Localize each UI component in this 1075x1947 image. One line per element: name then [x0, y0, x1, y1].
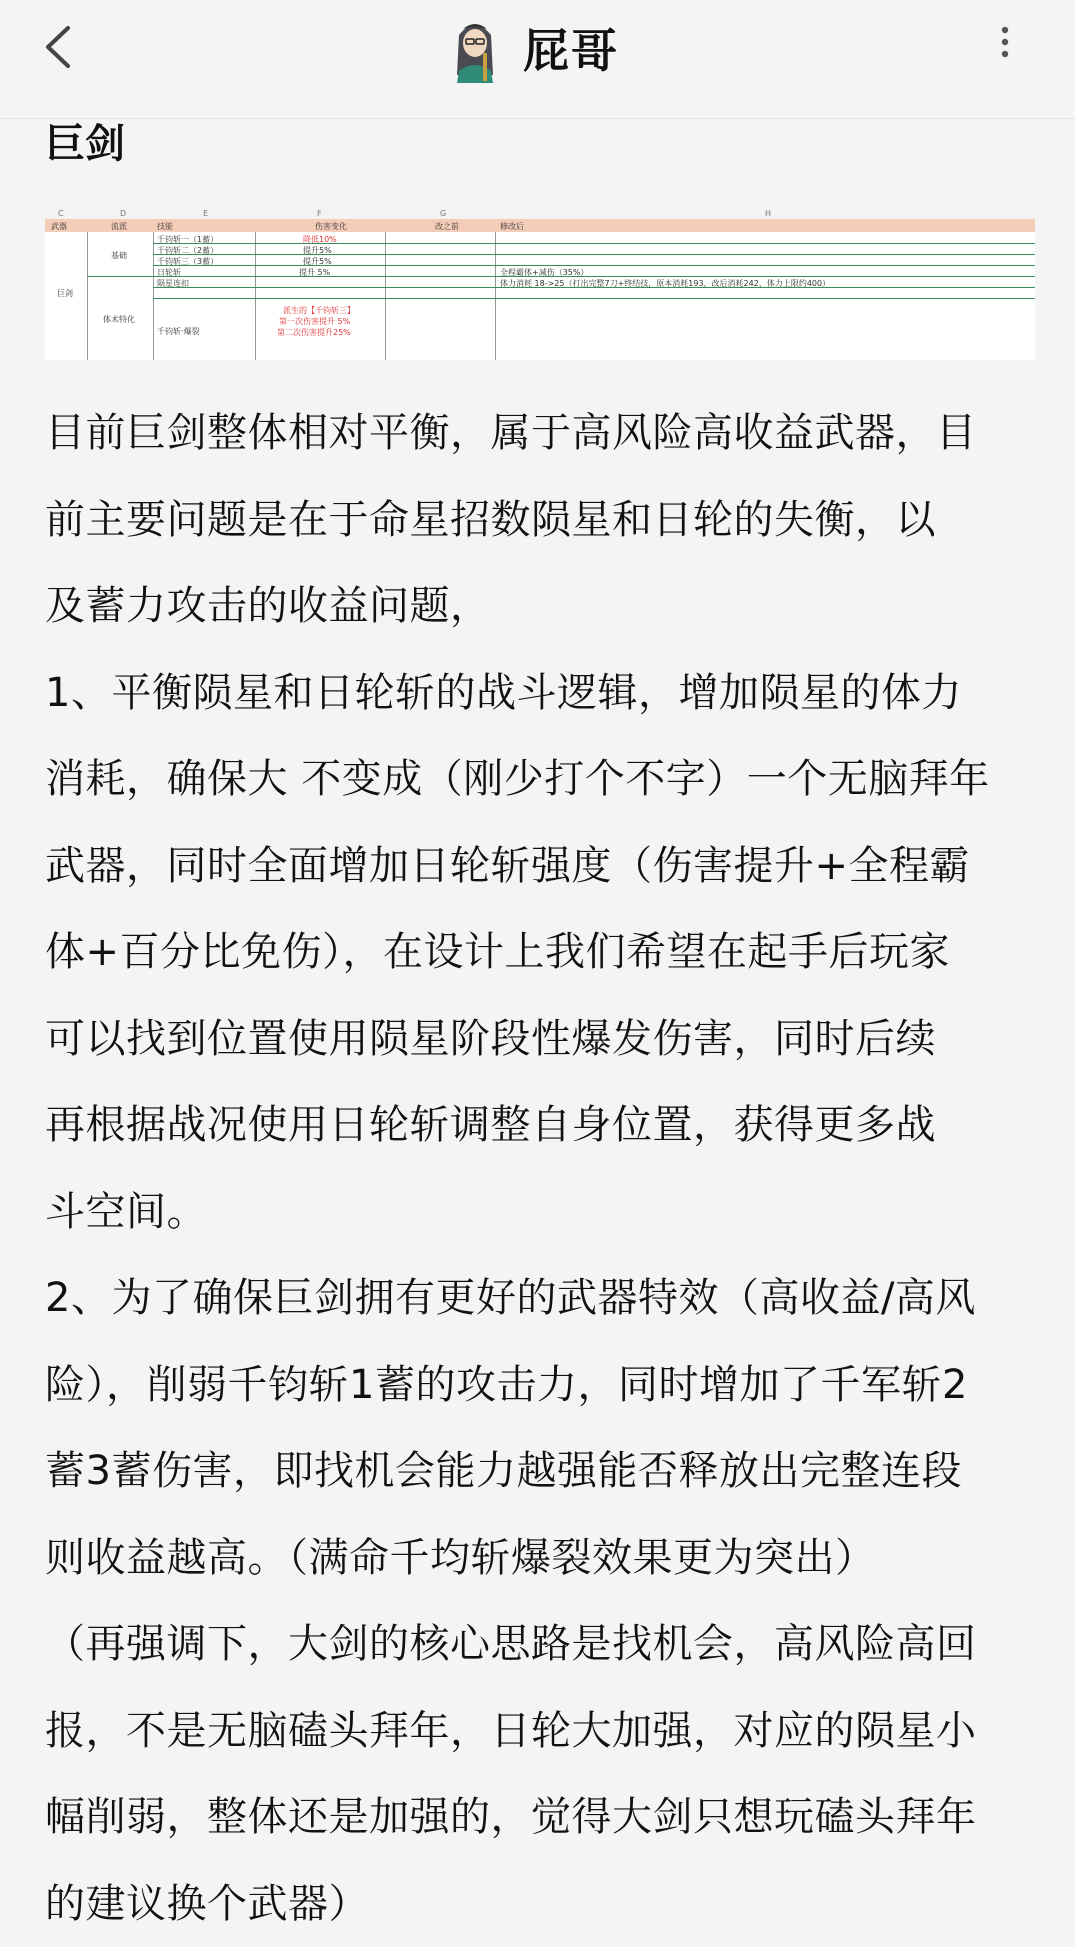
- table-header: 修改后: [500, 221, 524, 232]
- skill-cell: 千钧斩·爆裂: [157, 326, 200, 337]
- skill-cell: 陨星连扣: [157, 278, 189, 289]
- change-cell: 提升5%: [303, 256, 332, 267]
- text-line: 武器，同时全面增加日轮斩强度（伤害提升+全程霸: [45, 823, 1045, 910]
- page-title: 屁哥: [523, 15, 619, 81]
- after-cell: 全程霸体+减伤（35%）: [500, 267, 588, 278]
- text-line: 险），削弱千钧斩1蓄的攻击力，同时增加了千军斩2: [45, 1342, 1045, 1429]
- text-line: 体+百分比免伤），在设计上我们希望在起手后玩家: [45, 909, 1045, 996]
- col-letter: E: [203, 209, 208, 218]
- after-cell: 体力消耗 18->25（打出完整7刀+终结技，原本消耗193，改后消耗242，体力上限约400）: [500, 278, 830, 289]
- skill-cell: 千钧斩二（2蓄）: [157, 245, 218, 256]
- table-header: 武器: [51, 221, 67, 232]
- profile-title[interactable]: [445, 8, 619, 88]
- change-cell: 提升5%: [303, 245, 332, 256]
- column-letters: [45, 208, 1035, 219]
- table-header: 技能: [157, 221, 173, 232]
- skill-cell: 日轮斩: [157, 267, 181, 278]
- vertical-dots-icon: [990, 24, 1020, 64]
- burst-change-line: 第二次伤害提升25%: [277, 327, 351, 338]
- skill-cell: 千钧斩一（1蓄）: [157, 234, 218, 245]
- text-line: 消耗，确保大 不变成（刚少打个不字）一个无脑拜年: [45, 736, 1045, 823]
- spreadsheet-image: [45, 208, 1035, 360]
- skill-cell: 千钧斩三（3蓄）: [157, 256, 218, 267]
- text-line: 前主要问题是在于命星招数陨星和日轮的失衡，以: [45, 477, 1045, 564]
- table-header: 改之前: [435, 221, 459, 232]
- text-line: 1、平衡陨星和日轮斩的战斗逻辑，增加陨星的体力: [45, 650, 1045, 737]
- group-cell: 基础: [111, 250, 127, 261]
- change-cell: 降低10%: [303, 234, 337, 245]
- text-line: 及蓄力攻击的收益问题，: [45, 563, 1045, 650]
- header-divider: [0, 118, 1075, 119]
- change-cell: 提升 5%: [299, 267, 330, 278]
- text-line: 蓄3蓄伤害，即找机会能力越强能否释放出完整连段: [45, 1428, 1045, 1515]
- col-letter: H: [765, 209, 771, 218]
- table-header-row: [45, 219, 1035, 232]
- weapon-cell: 巨剑: [57, 288, 73, 299]
- post-body: [45, 390, 1045, 1947]
- burst-change-line: 第一次伤害提升 5%: [279, 316, 350, 327]
- text-line: 则收益越高。（满命千均斩爆裂效果更为突出）: [45, 1515, 1045, 1602]
- col-letter: D: [120, 209, 126, 218]
- text-line: 斗空间。: [45, 1169, 1045, 1256]
- chevron-left-icon: [40, 22, 80, 72]
- back-button[interactable]: [40, 22, 80, 72]
- text-line: 目前巨剑整体相对平衡，属于高风险高收益武器，目: [45, 390, 1045, 477]
- text-line: 报，不是无脑磕头拜年，日轮大加强，对应的陨星小: [45, 1688, 1045, 1775]
- text-line: 可以找到位置使用陨星阶段性爆发伤害，同时后续: [45, 996, 1045, 1083]
- table-header: 伤害变化: [315, 221, 347, 232]
- text-line: 2、为了确保巨剑拥有更好的武器特效（高收益/高风: [45, 1255, 1045, 1342]
- text-line: 的建议换个武器）: [45, 1861, 1045, 1947]
- col-letter: C: [58, 209, 64, 218]
- text-line: （再强调下，大剑的核心思路是找机会，高风险高回: [45, 1601, 1045, 1688]
- col-letter: G: [440, 209, 446, 218]
- more-options-button[interactable]: [990, 24, 1020, 64]
- group-cell: 体术特化: [103, 314, 135, 325]
- table-header: 流派: [111, 221, 127, 232]
- top-bar: [0, 0, 1075, 118]
- text-line: 再根据战况使用日轮斩调整自身位置，获得更多战: [45, 1082, 1045, 1169]
- burst-change-line: 派生的【千钧斩三】: [283, 305, 355, 316]
- col-letter: F: [317, 209, 322, 218]
- avatar[interactable]: [445, 13, 505, 83]
- section-title: 巨剑: [45, 112, 125, 169]
- text-line: 幅削弱，整体还是加强的，觉得大剑只想玩磕头拜年: [45, 1774, 1045, 1861]
